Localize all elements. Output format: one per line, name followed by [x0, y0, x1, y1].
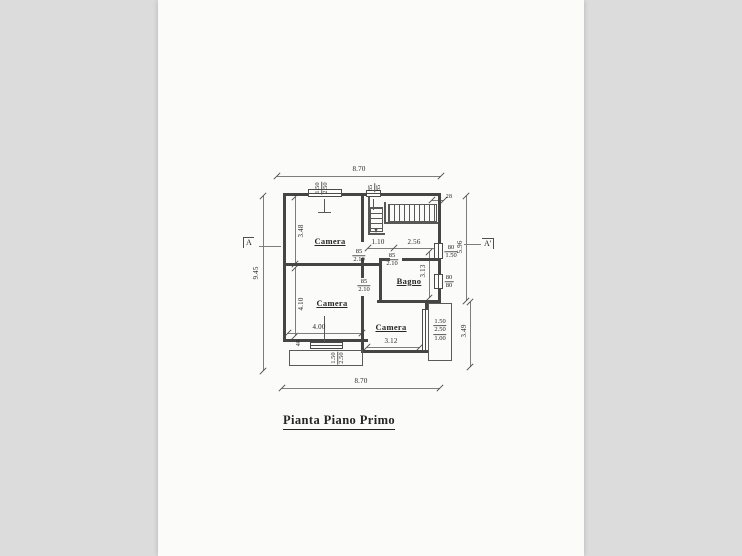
scanned-page — [158, 0, 584, 556]
dim-label-camera-w-height: 4.10 — [297, 297, 305, 311]
dim-label-bagno-height: 3.13 — [419, 264, 427, 278]
dim-label-pier-width: 40 — [296, 339, 302, 347]
label-window-stair: 85 85 — [367, 184, 383, 192]
room-label-bagno: Bagno — [396, 276, 422, 286]
dim-label-wall-offset: 28 — [445, 194, 453, 200]
label-door-bagno: $\frac{85}{2.10}$ — [386, 252, 398, 268]
dim-line-right-lower — [470, 302, 471, 367]
dim-label-right-upper: 5.96 — [456, 240, 464, 254]
wall-camera-nw-right — [361, 195, 364, 242]
label-window-right-upper: $\frac{80}{1.50}$ — [445, 244, 457, 260]
dim-line-camera-s-width — [367, 347, 420, 348]
wall-stair-divider — [384, 202, 386, 224]
window-right-upper — [434, 243, 443, 259]
dim-label-left-height: 9.45 — [252, 266, 260, 280]
dim-label-stair-width: 2.56 — [407, 238, 421, 246]
window-stair-axis — [373, 199, 374, 210]
room-label-camera-w: Camera — [316, 298, 348, 308]
section-leader-a — [259, 246, 281, 247]
dim-line-camera-w-width — [288, 333, 362, 334]
dim-line-camera-w-height — [295, 268, 296, 336]
dim-line-left-height — [263, 196, 264, 371]
wall-exterior-bottom-mid — [361, 350, 428, 353]
dim-label-camera-s-width: 3.12 — [384, 337, 398, 345]
label-window-right-lower: $\frac{80}{80}$ — [445, 274, 453, 290]
drawing-title: Pianta Piano Primo — [283, 413, 395, 430]
dim-line-bottom-width — [282, 388, 440, 389]
label-window-top: 1.50 2.50 — [314, 182, 330, 194]
window-top-left-axis — [324, 199, 325, 213]
label-door-camera-nw: $\frac{85}{2.10}$ — [353, 248, 365, 264]
dim-line-landing-stair — [368, 248, 438, 249]
wall-stair-under — [384, 222, 438, 224]
dim-line-right-upper — [466, 196, 467, 301]
wall-bagno-left — [379, 258, 382, 303]
window-top-left-axis-bar — [318, 212, 331, 213]
dim-line-top-width — [277, 176, 441, 177]
dim-label-right-lower: 3.49 — [460, 324, 468, 338]
section-marker-a-prime: A' — [482, 238, 494, 249]
room-label-camera-s: Camera — [375, 322, 407, 332]
stair-direction-arrow — [374, 228, 378, 233]
wall-camera-w-right-lower — [361, 296, 364, 353]
stair-treads-upper — [388, 204, 437, 222]
label-window-bottom: 1.50 2.50 — [330, 352, 346, 364]
dim-label-top-width: 8.70 — [352, 165, 366, 173]
label-window-balcony-right: 1.50 2.50 1.00 — [434, 318, 446, 342]
wall-interior-middle — [283, 263, 382, 266]
dim-label-bottom-width: 8.70 — [354, 377, 368, 385]
section-marker-a: A — [243, 237, 254, 248]
wall-camera-w-right-upper — [361, 266, 364, 278]
window-right-lower — [434, 274, 443, 289]
wall-exterior-left — [283, 193, 286, 342]
room-label-camera-nw: Camera — [314, 236, 346, 246]
dim-label-landing-width: 1.10 — [371, 238, 385, 246]
section-leader-a-prime — [464, 244, 481, 245]
wall-stair-bottom — [368, 233, 385, 235]
balcony-bottom — [289, 350, 363, 366]
dim-label-camera-w-width: 4.00 — [312, 323, 326, 331]
dim-line-camera-nw-height — [295, 197, 296, 264]
label-door-camera-w: $\frac{85}{2.10}$ — [358, 278, 370, 294]
window-bottom-left — [310, 342, 343, 349]
dim-label-camera-nw-height: 3.48 — [297, 224, 305, 238]
